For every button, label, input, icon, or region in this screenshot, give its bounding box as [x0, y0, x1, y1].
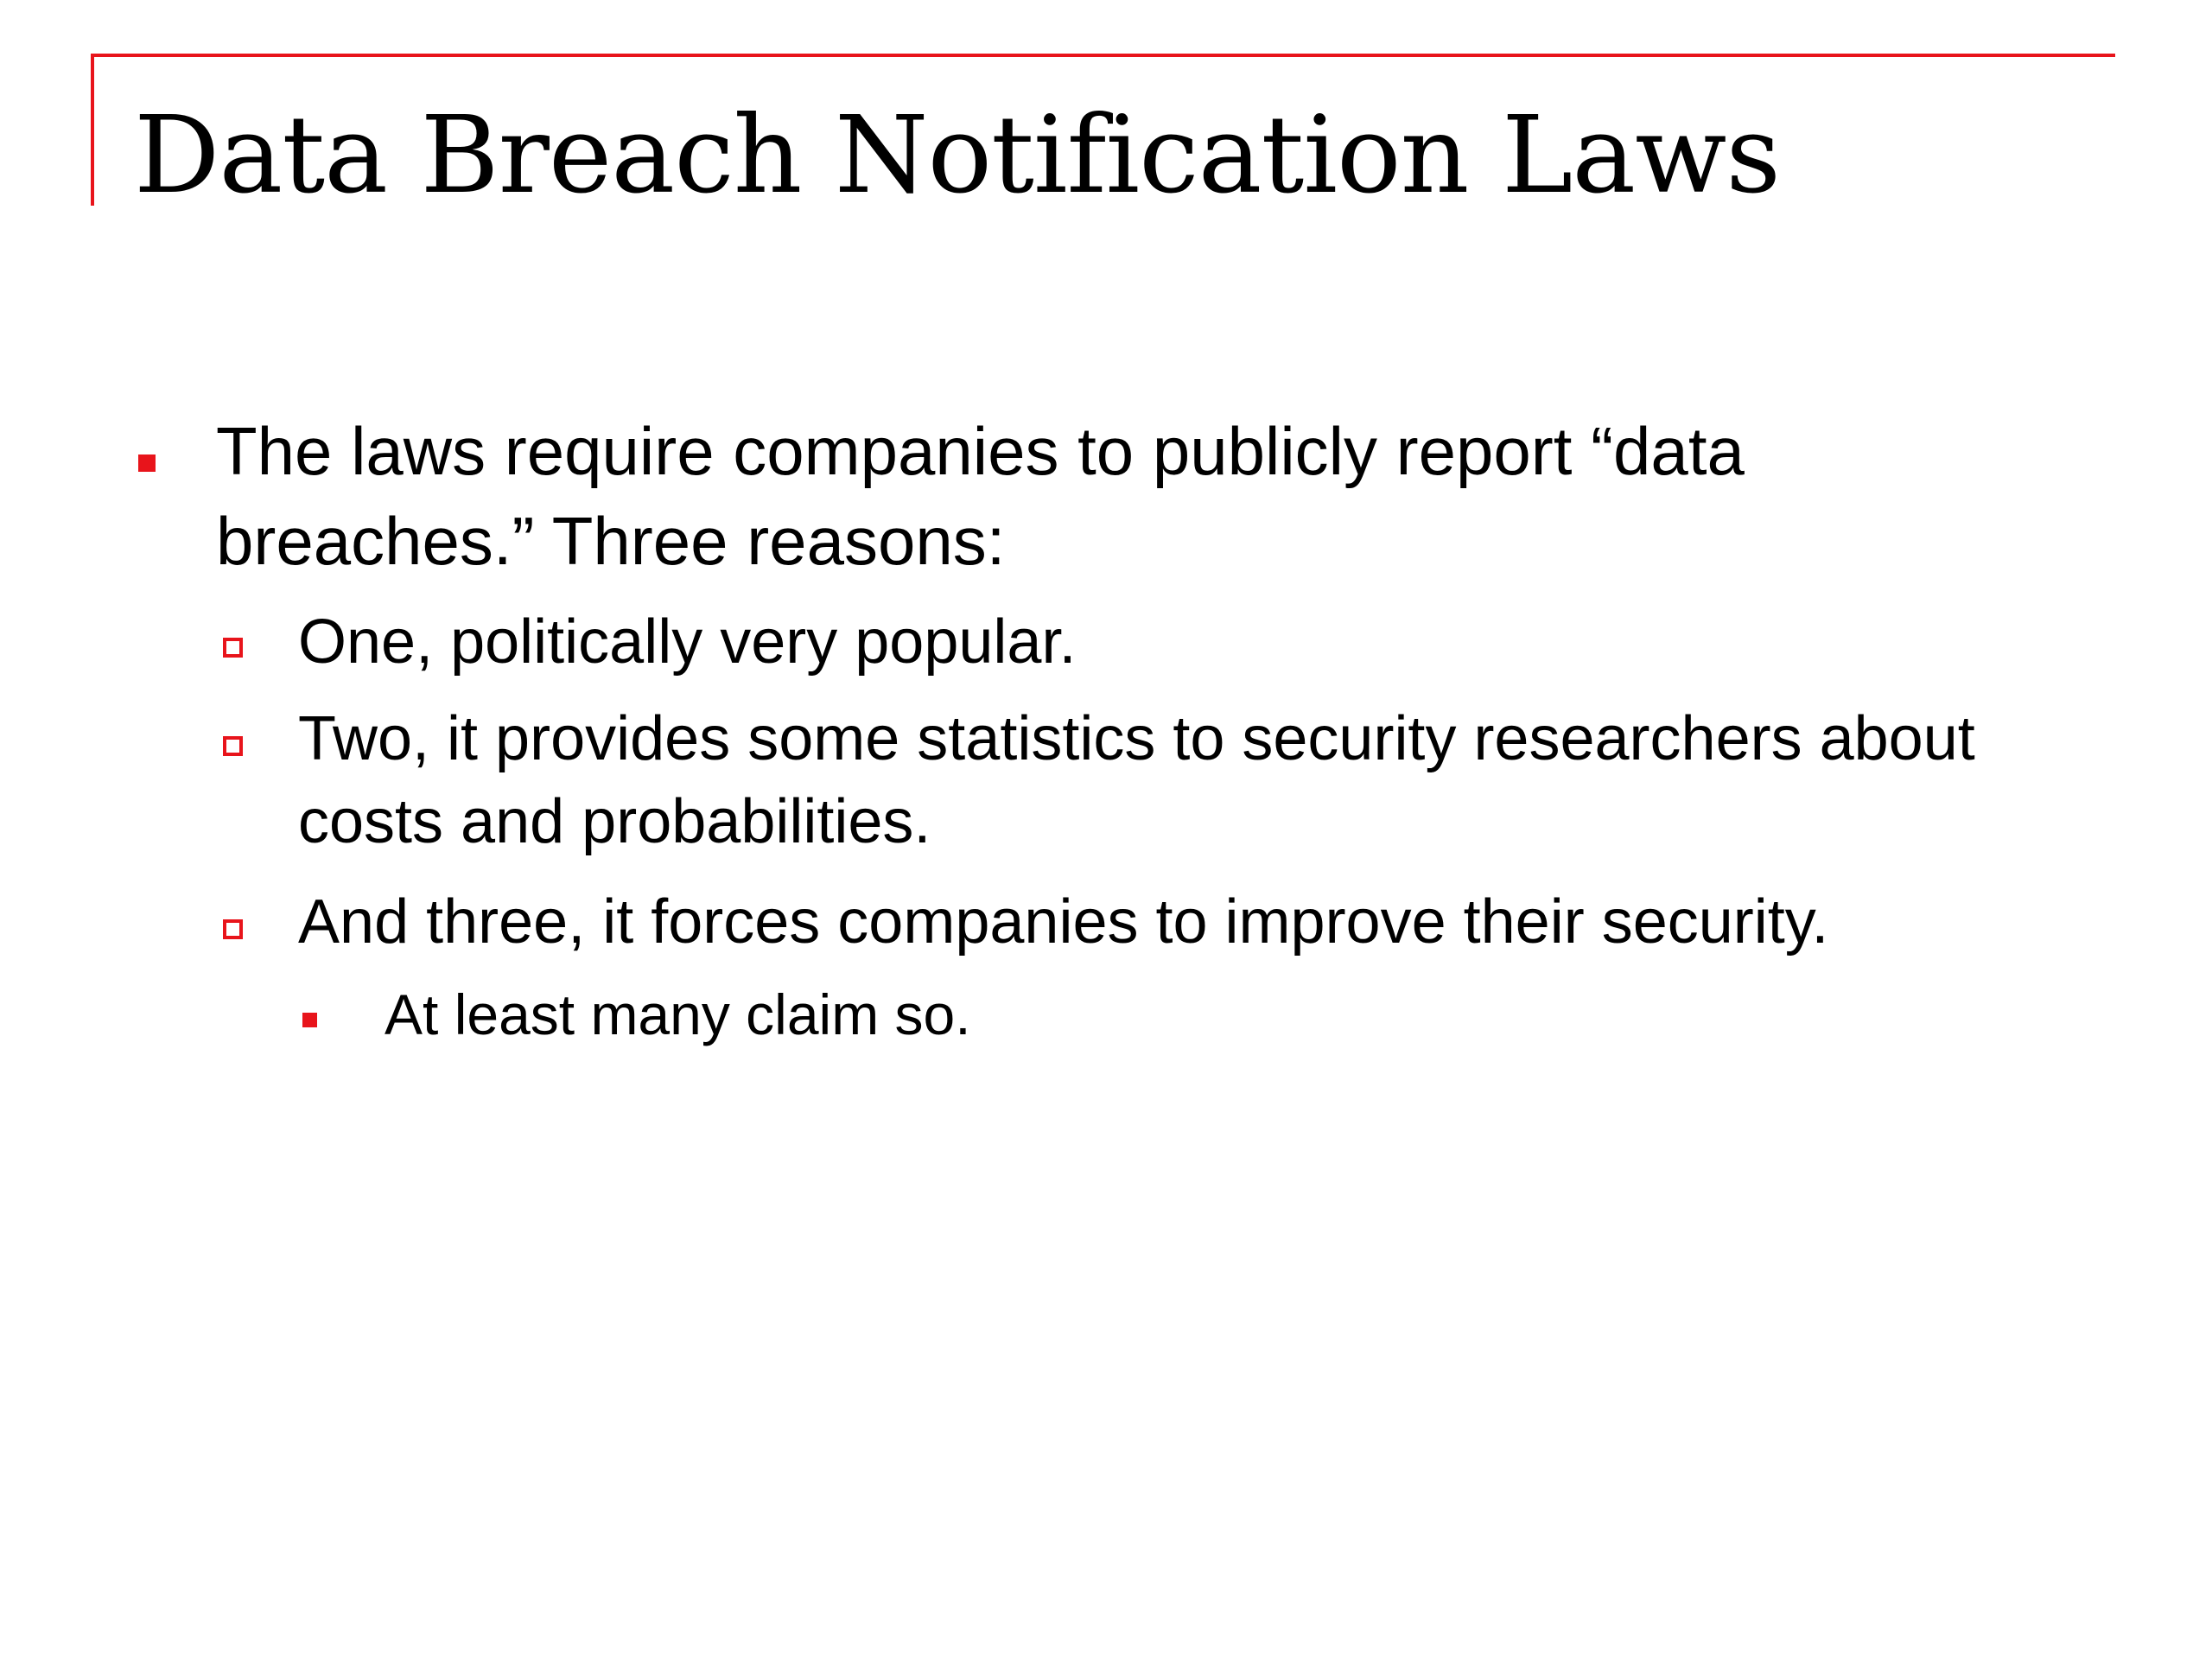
hollow-square-bullet-icon: [223, 919, 243, 939]
filled-square-bullet-icon: [138, 454, 156, 472]
title-left-rule: [91, 54, 94, 206]
bullet-level-2: And three, it forces companies to improve their security.: [298, 887, 1829, 957]
bullet-level-1: The laws require companies to publicly report “data breaches.” Three reasons:: [216, 413, 1745, 579]
bullet-level-2: One, politically very popular.: [298, 607, 1077, 677]
bullet-level-2: Two, it provides some statistics to security researchers about costs and probabilities.: [298, 704, 1975, 856]
bullet-level-3: At least many claim so.: [385, 982, 971, 1046]
hollow-square-bullet-icon: [223, 736, 243, 756]
hollow-square-bullet-icon: [223, 638, 243, 658]
slide-title: Data Breach Notification Laws: [134, 93, 1780, 218]
title-top-rule: [91, 54, 2115, 57]
filled-square-bullet-icon: [302, 1013, 317, 1027]
